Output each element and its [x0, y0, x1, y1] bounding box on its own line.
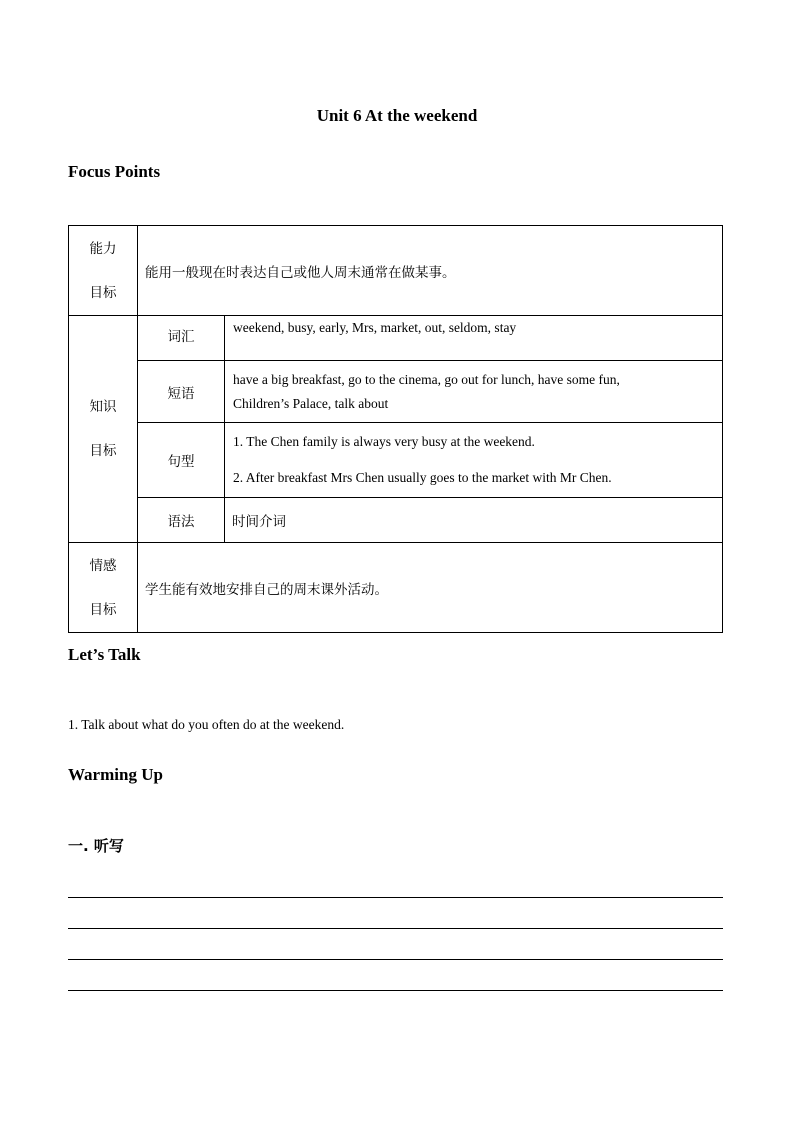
sentences-row [69, 423, 723, 498]
emotion-row [69, 543, 723, 633]
phrases-line2: Children’s Palace, talk about [233, 395, 389, 411]
ability-row [69, 226, 723, 316]
phrases-line1: have a big breakfast, go to the cinema, go out for lunch, have some fun, [233, 371, 620, 387]
lets-talk-heading: Let’s Talk [68, 645, 141, 664]
grammar-content: 时间介词 [225, 498, 723, 543]
focus-points-heading: Focus Points [68, 162, 161, 181]
sentences-content [225, 423, 723, 498]
sentences-label: 句型 [138, 423, 225, 498]
ability-label-line2: 目标 [89, 284, 117, 301]
answer-line-3[interactable] [68, 959, 723, 960]
phrases-label: 短语 [138, 361, 225, 423]
page-title: Unit 6 At the weekend [316, 106, 478, 125]
vocab-row [69, 316, 723, 361]
grammar-label: 语法 [138, 498, 225, 543]
emotion-label-line2: 目标 [89, 601, 117, 618]
knowledge-label [69, 316, 138, 543]
phrases-content [225, 361, 723, 423]
ability-label-line1: 能力 [89, 240, 117, 257]
grammar-row [69, 498, 723, 543]
warming-up-heading: Warming Up [68, 765, 163, 784]
answer-line-4[interactable] [68, 990, 723, 991]
ability-label [69, 226, 138, 316]
vocab-label: 词汇 [138, 316, 225, 361]
answer-line-2[interactable] [68, 928, 723, 929]
answer-line-1[interactable] [68, 897, 723, 898]
emotion-label-line1: 情感 [89, 557, 117, 574]
dictation-heading: 一. 听写 [68, 837, 124, 855]
sentence-1: 1. The Chen family is always very busy at the weekend. [233, 434, 535, 449]
sentence-2: 2. After breakfast Mrs Chen usually goes to the market with Mr Chen. [233, 470, 612, 485]
ability-content: 能用一般现在时表达自己或他人周末通常在做某事。 [138, 226, 723, 316]
vocab-content: weekend, busy, early, Mrs, market, out, seldom, stay [225, 316, 723, 361]
emotion-content: 学生能有效地安排自己的周末课外活动。 [138, 543, 723, 633]
knowledge-label-line2: 目标 [89, 443, 117, 459]
phrases-row [69, 361, 723, 423]
knowledge-label-line1: 知识 [89, 399, 117, 415]
emotion-label [69, 543, 138, 633]
lets-talk-item-1: 1. Talk about what do you often do at the weekend. [68, 717, 345, 732]
focus-points-table [68, 225, 723, 633]
